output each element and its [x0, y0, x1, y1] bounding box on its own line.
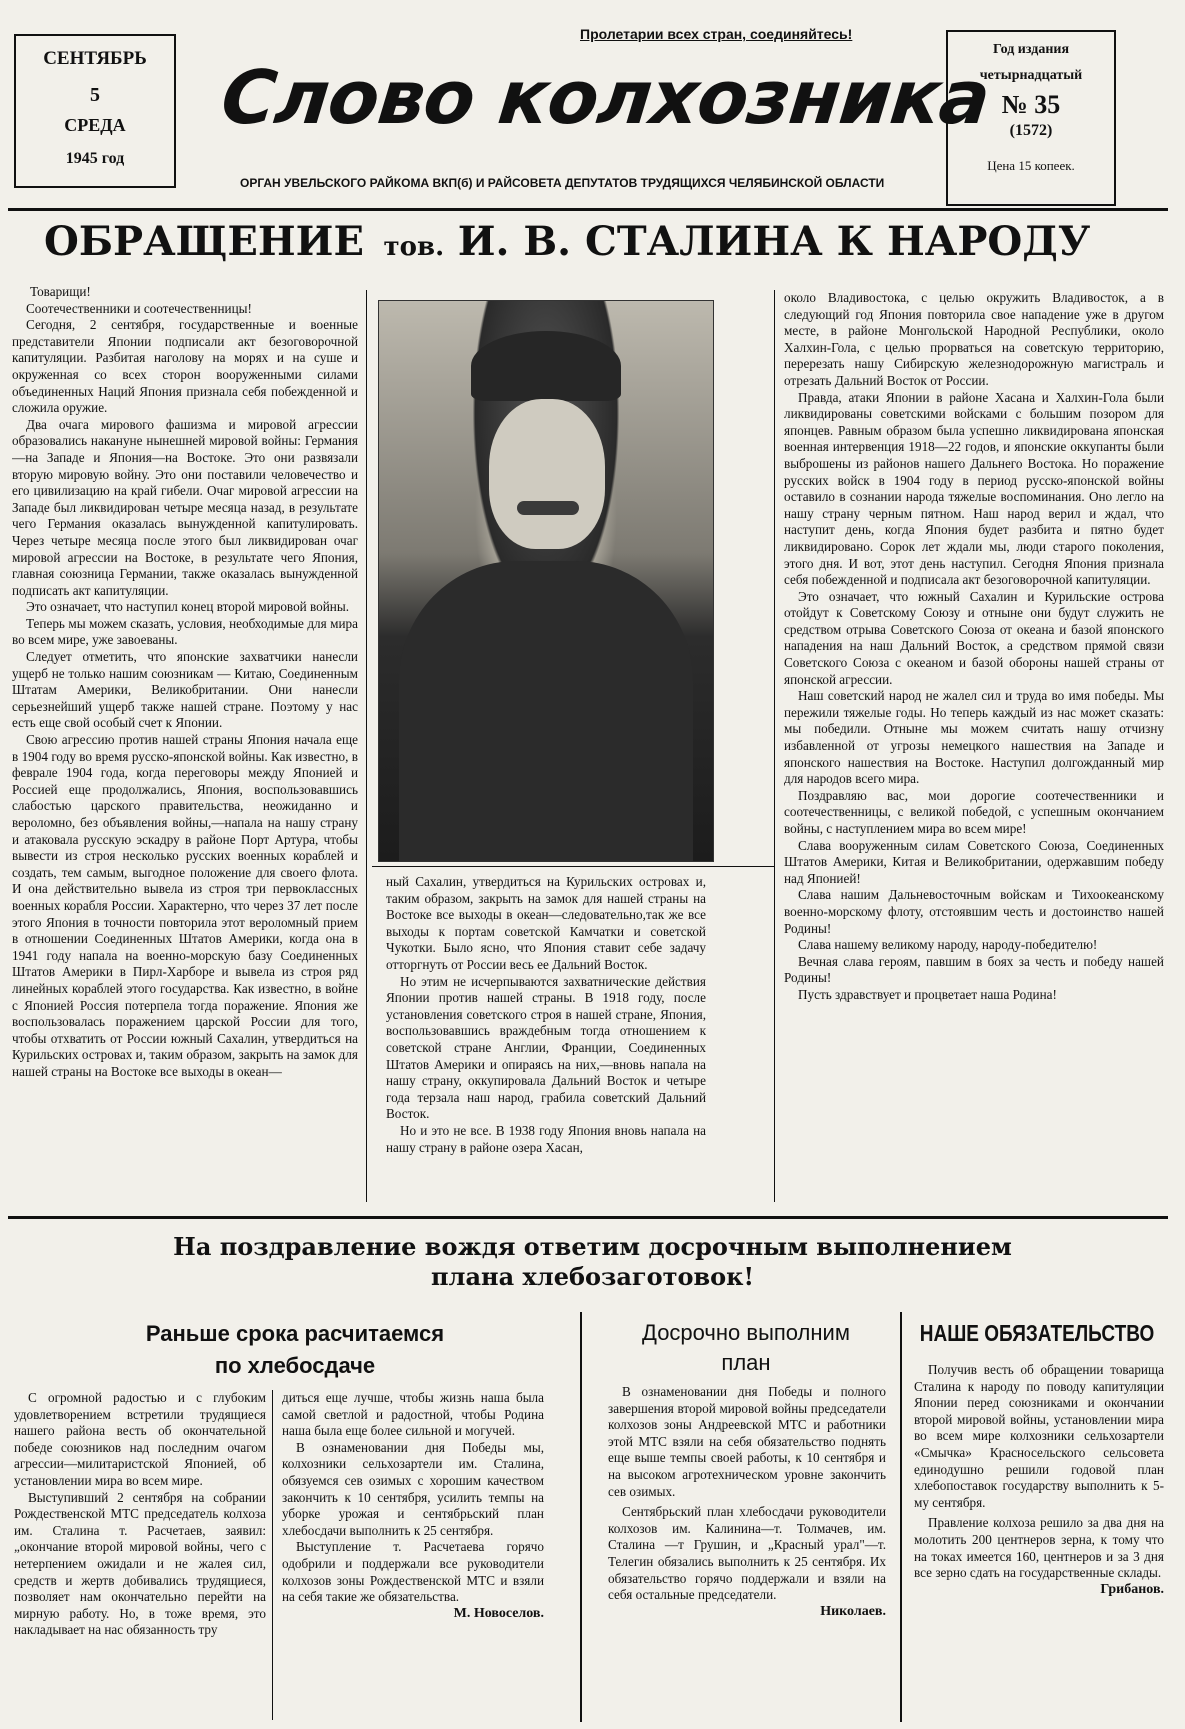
headline-part-3: И. В. СТАЛИНА К НАРОДУ	[457, 218, 1091, 265]
article1-paragraph: С огромной радостью и с глубоким удовлетворением встретили трудящиеся нашего района весть об окончательной победе союзников над последним очагом агрессии—милитаристской Японией, об установлении мира во всем мире.	[14, 1390, 266, 1488]
address-paragraph: Поздравляю вас, мои дорогие соотечественники и соотечественницы, с великой победой, с успешным окончанием войны, с наступлением мира во всем мире!	[784, 787, 1164, 836]
column-rule	[366, 290, 367, 1202]
article1-title-line-1: Раньше срока расчитаемся	[145, 1321, 445, 1346]
date-month: СЕНТЯБРЬ	[43, 48, 147, 69]
newspaper-title: Слово колхозника	[217, 55, 994, 141]
column-rule	[372, 866, 774, 867]
article1-paragraph: диться еще лучше, чтобы жизнь наша была самой светлой и радостной, чтобы Родина наша была еще более сильной и могучей.	[282, 1390, 544, 1439]
address-paragraph: ный Сахалин, утвердиться на Курильских островах и, таким образом, закрыть на замок для нашей страны на Востоке все выходы в океан—следовательно,так же все выходы к портам советской Камчатки и советской Чукотки. Было ясно, что Япония ставит себе задачу отторгнуть от России весь ее Дальний Восток.	[386, 874, 706, 972]
address-col-2	[386, 874, 706, 1204]
article2-title-line-2: план	[721, 1350, 771, 1375]
main-headline	[44, 218, 1154, 265]
column-rule	[272, 1390, 273, 1720]
headline-part-2: тов.	[383, 232, 445, 262]
address-paragraph: Два очага мирового фашизма и мировой агрессии образовались накануне нынешней мировой войны: Германия—на Западе и Япония—на Востоке. Это они развязали вторую мировую войну. Это они поставили человечество и его цивилизацию на край гибели. Очаг мировой агрессии на Западе был ликвидирован четыре месяца назад, в результате чего Германия оказалась вынужденной капитулировать. Через четыре месяца после этого был ликвидирован очаг мировой агрессии на Востоке, в результате чего Япония, главная союзница Германии, также оказалась вынужденной подписать акт капитуляции.	[12, 416, 358, 598]
column-rule	[774, 290, 775, 1202]
lower-headline-line-1: На поздравление вождя ответим досрочным выполнением	[173, 1232, 1012, 1261]
article2-signature: Николаев.	[820, 1603, 886, 1619]
article3-paragraph: Получив весть об обращении товарища Сталина к народу по поводу капитуляции Японии перед союзниками и окончании второй мировой войны, установлении мира во всем мире колхозники сельхозартели «Смычка» Красносельского сельсовета единодушно решили годовой план хлебопоставок государству выполнить к 5-му сентября.	[914, 1362, 1164, 1510]
lower-headline-line-2: плана хлебозаготовок!	[430, 1262, 755, 1291]
address-paragraph: Соотечественники и соотечественницы!	[26, 300, 252, 316]
address-paragraph: Наш советский народ не жалел сил и труда во имя победы. Мы пережили тяжелые годы. Но теперь каждый из нас может сказать: мы победили. Отныне мы можем считать нашу отчизну избавленной от угрозы немецкого нашествия на Западе и японского нашествия на Востоке. Наступил долгожданный мир для народов всего мира.	[784, 688, 1164, 787]
article2-title-line-1: Досрочно выполним	[642, 1320, 850, 1345]
address-paragraph: Следует отметить, что японские захватчики нанесли ущерб не только нашим союзникам — Китаю, Соединенным Штатам Америки, Великобритании. Они нанесли серьезнейший ущерб также нашей стране. Поэтому у нас есть еще свой особый счет к Японии.	[12, 649, 358, 731]
article1-title-line-2: по хлебосдаче	[214, 1353, 376, 1378]
column-rule	[900, 1312, 902, 1722]
address-paragraph: Но и это не все. В 1938 году Япония вновь напала на нашу страну в районе озера Хасан,	[386, 1122, 706, 1155]
masthead-rule	[8, 208, 1168, 211]
newspaper-subtitle: ОРГАН УВЕЛЬСКОГО РАЙКОМА ВКП(б) И РАЙСОВЕТА ДЕПУТАТОВ ТРУДЯЩИХСЯ ЧЕЛЯБИНСКОЙ ОБЛАСТИ	[240, 176, 885, 190]
article1-col-2	[282, 1390, 544, 1725]
date-day: 5	[90, 84, 100, 106]
issue-total: (1572)	[1009, 122, 1053, 139]
headline-part-1: ОБРАЩЕНИЕ	[44, 218, 364, 265]
issue-number: № 35	[1001, 90, 1061, 119]
date-weekday: СРЕДА	[64, 115, 126, 135]
lower-headline	[60, 1232, 1125, 1292]
year-label-1: Год издания	[992, 42, 1070, 57]
article2-title	[596, 1318, 896, 1378]
column-rule	[580, 1312, 582, 1722]
article3-body	[914, 1362, 1164, 1724]
year-label-2: четырнадцатый	[979, 68, 1083, 83]
address-paragraph: Слава нашим Дальневосточным войскам и Тихоокеанскому военно-морскому флоту, отстоявшим честь и достоинство нашей Родины!	[784, 887, 1164, 936]
price: Цена 15 копеек.	[987, 158, 1075, 173]
article1-paragraph: Выступление т. Расчетаева горячо одобрили и поддержали все руководители колхозов зоны Рождественской МТС и взяли на себя такие же обязательства.	[282, 1539, 544, 1605]
address-paragraph: Слава вооруженным силам Советского Союза, Соединенных Штатов Америки, Китая и Великобритании, одержавшим победу над Японией!	[784, 837, 1164, 886]
date-box	[14, 34, 176, 188]
address-paragraph: Сегодня, 2 сентября, государственные и военные представители Японии подписали акт безоговорочной капитуляции. Разбитая наголову на морях и на суше и окруженная со всех сторон вооруженными силами объединенных Наций Япония признала себя побежденной и сложила оружие.	[12, 317, 358, 416]
section-rule	[8, 1216, 1168, 1219]
address-paragraph: Теперь мы можем сказать, условия, необходимые для мира во всем мире, уже завоеваны.	[12, 615, 358, 648]
article2-paragraph: Сентябрьский план хлебосдачи руководители колхозов им. Калинина—т. Толмачев, им. Сталина —т Грушин, и „Красный урал"—т. Телегин обязались выполнить к 25 сентября. Их обязательство горячо поддержали и взяли на себя остальные председатели.	[608, 1504, 886, 1603]
address-paragraph: Но этим не исчерпываются захватнические действия Японии против нашей страны. В 1918 году, после установления советского строя в нашей стране, Япония, воспользовавшись враждебным тогда отношением к советской стране Англии, Франции, Соединенных Штатов Америки и опираясь на них,—вновь напала на нашу страну, оккупировала Дальний Восток и четыре года терзала наш народ, грабила советский Дальний Восток.	[386, 973, 706, 1122]
address-paragraph: Вечная слава героям, павшим в боях за честь и победу нашей Родины!	[784, 953, 1164, 986]
article1-paragraph: Выступивший 2 сентября на собрании Рождественской МТС председатель колхоза им. Сталина т. Расчетаев, заявил: „окончание второй мировой войны, чего с нетерпением ожидали и не жалея сил, средств и жертв добивались трудящиеся, позволяет нам окончательно перейти на мирную работу. Но, в тоже время, это накладывает на нас обязанность тру	[14, 1489, 266, 1638]
article3-title: НАШЕ ОБЯЗАТЕЛЬСТВО	[919, 1321, 1155, 1347]
address-paragraph: Свою агрессию против нашей страны Япония начала еще в 1904 году во время русско-японской войны. Как известно, в феврале 1904 года, когда переговоры между Японией и Россией еще продолжались, Япония, воспользовавшись слабостью царского правительства, неожиданно и вероломно, без объявления войны,—напала на нашу страну и атаковала русскую эскадру в районе Порт Артура, чтобы вывести из строя несколько русских военных кораблей и создать, тем самым, выгодное положение для своего флота. И она действительно вывела из строя три первоклассных военных корабля России. Характерно, что через 37 лет после этого Япония в точности повторила этот вероломный прием в отношении Соединенных Штатов Америки, когда она в 1941 году напала на военно-морскую базу Соединенных Штатов Америки в Пирл-Харборе и вывела из строя ряд линейных кораблей этого государства. Как известно, в войне с Японией Россия потерпела тогда поражение. Япония же воспользовалась поражением царской России для того, чтобы отхватить от России южный Сахалин, утвердиться на Курильских островах и, таким образом, закрыть на замок для нашей страны на Востоке все выходы в океан—	[12, 732, 358, 1079]
address-col-3	[784, 290, 1164, 1204]
slogan: Пролетарии всех стран, соединяйтесь!	[580, 26, 853, 42]
article2-paragraph: В ознаменовании дня Победы и полного завершения второй мировой войны председатели колхозов зоны Андреевской МТС и работники этой МТС взяли на себя обязательство поднять еще выше темпы своей работы, к 10 сентября и на высоком агротехническом уровне закончить сев озимых.	[608, 1384, 886, 1499]
article1-paragraph: В ознаменовании дня Победы мы, колхозники сельхозартели им. Сталина, обязуемся сев озимых с хорошим качеством закончить к 10 сентября, усилить темпы на уборке урожая и сентябрьский план хлебосдачи выполнить к 25 сентября.	[282, 1439, 544, 1538]
article1-col-1	[14, 1390, 266, 1725]
issue-box	[946, 30, 1116, 206]
address-paragraph: Слава нашему великому народу, народу-победителю!	[798, 937, 1098, 953]
address-paragraph: около Владивостока, с целью окружить Владивосток, а в следующий год Япония повторила свое нападение уже в другом месте, в районе Монгольской Народной Республики, около Халхин-Гола, с целью прорваться на советскую территорию, перерезать нашу Сибирскую железнодорожную магистраль и отрезать Дальний Восток от России.	[784, 290, 1164, 388]
address-paragraph: Правда, атаки Японии в районе Хасана и Халхин-Гола были ликвидированы советскими войсками с большим позором для японцев. Равным образом была успешно ликвидирована японская военная интервенция 1918—22 годов, и японские оккупанты были выброшены из районов нашего Дальнего Востока. Но поражение русских войск в 1904 году в период русско-японской войны оставило в сознании народа тяжелые воспоминания. Оно легло на нашу страну черным пятном. Наш народ верил и ждал, что наступит день, когда Япония будет разбита и пятно будет ликвидировано. Сорок лет ждали мы, люди старого поколения, этого дня. И вот, этот день наступил. Сегодня Япония признала себя побежденной и подписала акт безоговорочной капитуляции.	[784, 389, 1164, 588]
address-paragraph: Это означает, что наступил конец второй мировой войны.	[26, 599, 350, 615]
article3-paragraph: Правление колхоза решило за два дня на молотить 200 центнеров зерна, к тому что на токах имеется 160, центнеров и за 3 дня все зерно сдать на государственные склады.	[914, 1515, 1164, 1581]
address-greeting: Товарищи!	[30, 284, 91, 299]
date-year: 1945 год	[65, 150, 125, 167]
article1-signature: М. Новоселов.	[453, 1605, 544, 1621]
portrait-tunic	[399, 561, 693, 861]
article3-signature: Грибанов.	[1100, 1581, 1164, 1597]
article1-title	[30, 1318, 560, 1382]
article2-body	[608, 1384, 886, 1724]
portrait-moustache	[517, 501, 579, 515]
portrait-cap	[471, 331, 621, 401]
address-paragraph: Это означает, что южный Сахалин и Курильские острова отойдут к Советскому Союзу и отныне они будут служить не средством отрыва Советского Союза от океана и базой японского нападения на наш Дальний Восток, а средством прямой связи Советского Союза с океаном и базой обороны нашей страны от японской агрессии.	[784, 588, 1164, 687]
address-col-1	[12, 284, 358, 1204]
portrait-face	[489, 399, 605, 549]
address-paragraph: Пусть здравствует и процветает наша Родина!	[798, 986, 1057, 1002]
stalin-portrait	[378, 300, 714, 862]
